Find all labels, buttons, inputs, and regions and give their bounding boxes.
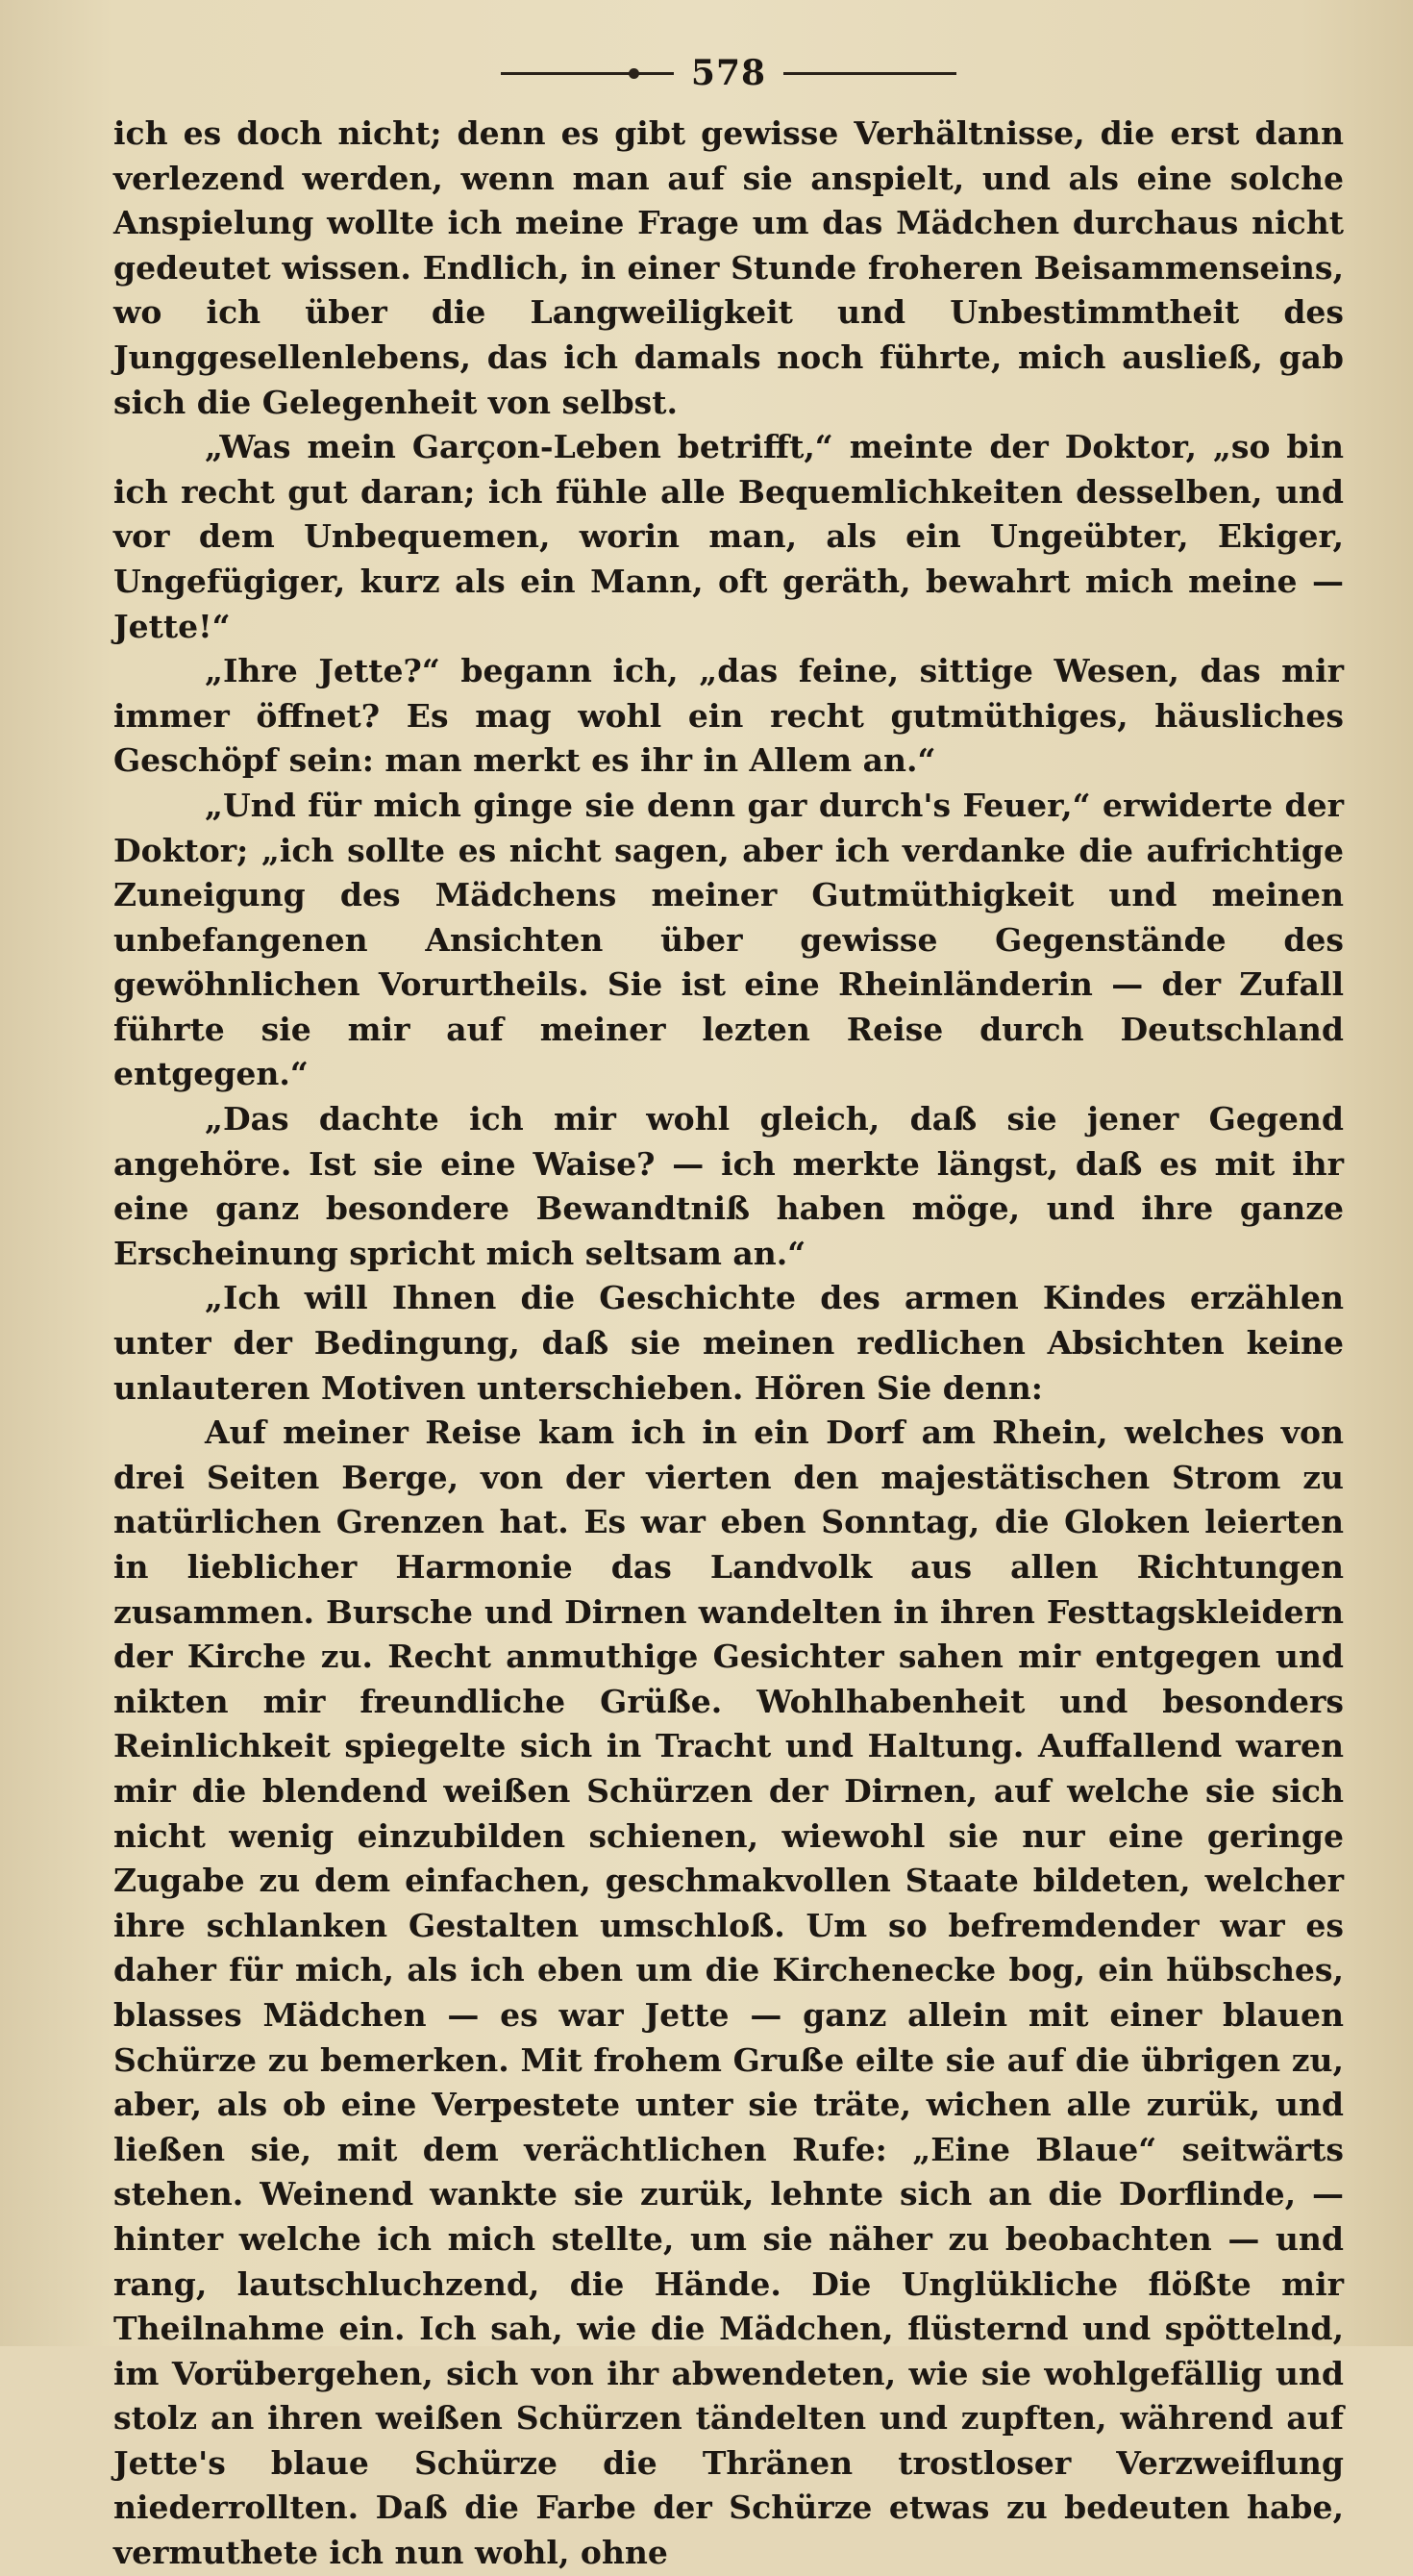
paragraph-5: „Das dachte ich mir wohl gleich, daß sie jener Gegend angehöre. Ist sie eine Waise? — ich merkte längst, daß es mit ihr eine ganz besondere Bewandtniß haben möge, und ihre ganze Erscheinung spricht mich seltsam an.“ <box>113 1100 1344 1272</box>
page-header <box>113 44 1344 102</box>
header-rule-right <box>783 72 956 75</box>
paragraph-3: „Ihre Jette?“ begann ich, „das feine, sittige Wesen, das mir immer öffnet? Es mag wohl ein recht gutmüthiges, häusliches Geschöpf sein: man merkt es ihr in Allem an.“ <box>113 652 1344 780</box>
paragraph-7: Auf meiner Reise kam ich in ein Dorf am Rhein, welches von drei Seiten Berge, von der vierten den majestätischen Strom zu natürlichen Grenzen hat. Es war eben Sonntag, die Gloken leierten in lieblicher Harmonie das Landvolk aus allen Richtungen zusammen. Bursche und Dirnen wandelten in ihren Festtagskleidern der Kirche zu. Recht anmuthige Gesichter sahen mir entgegen und nikten mir freundliche Grüße. Wohlhabenheit und besonders Reinlichkeit spiegelte sich in Tracht und Haltung. Auffallend waren mir die blendend weißen Schürzen der Dirnen, auf welche sie sich nicht wenig einzubilden schienen, wiewohl sie nur eine geringe Zugabe zu dem einfachen, geschmakvollen Staate bildeten, welcher ihre schlanken Gestalten umschloß. Um so befremdender war es daher für mich, als ich eben um die Kirchenecke bog, ein hübsches, blasses Mädchen — es war Jette — ganz allein mit einer blauen Schürze zu bemerken. Mit frohem Gruße eilte sie auf die übrigen zu, aber, als ob eine Verpestete unter sie träte, wichen alle zurük, und ließen sie, mit dem verächtlichen Rufe: „Eine Blaue“ seitwärts stehen. Weinend wankte sie zurük, lehnte sich an die Dorflinde, — hinter welche ich mich stellte, um sie näher zu beobachten — und rang, lautschluchzend, die Hände. Die Unglükliche flößte mir Theilnahme ein. Ich sah, wie die Mädchen, flüsternd und spöttelnd, im Vorübergehen, sich von ihr abwendeten, wie sie wohlgefällig und stolz an ihren weißen Schürzen tändelten und zupften, während auf Jette's blaue Schürze die Thränen trostloser Verzweiflung niederrollten. Daß die Farbe der Schürze etwas zu bedeuten habe, vermuthete ich nun wohl, ohne <box>113 1413 1344 2572</box>
page-number: 578 <box>690 53 767 93</box>
header-rule-left <box>501 72 674 75</box>
body-text <box>113 112 1344 2576</box>
paragraph-2: „Was mein Garçon-Leben betrifft,“ meinte der Doktor, „so bin ich recht gut daran; ich fühle alle Bequemlichkeiten desselben, und vor dem Unbequemen, worin man, als ein Ungeübter, Ekiger, Ungefügiger, kurz als ein Mann, oft geräth, bewahrt mich meine — Jette!“ <box>113 428 1344 645</box>
paragraph-1: ich es doch nicht; denn es gibt gewisse Verhältnisse, die erst dann verlezend werden, wenn man auf sie anspielt, und als eine solche Anspielung wollte ich meine Frage um das Mädchen durchaus nicht gedeutet wissen. Endlich, in einer Stunde froheren Beisammenseins, wo ich über die Langweiligkeit und Unbestimmtheit des Junggesellenlebens, das ich damals noch führte, mich ausließ, gab sich die Gelegenheit von selbst. <box>113 114 1344 421</box>
paragraph-4: „Und für mich ginge sie denn gar durch's Feuer,“ erwiderte der Doktor; „ich sollte es nicht sagen, aber ich verdanke die aufrichtige Zuneigung des Mädchens meiner Gutmüthigkeit und meinen unbefangenen Ansichten über gewisse Gegenstände des gewöhnlichen Vorurtheils. Sie ist eine Rheinländerin — der Zufall führte sie mir auf meiner lezten Reise durch Deutschland entgegen.“ <box>113 786 1344 1093</box>
paragraph-6: „Ich will Ihnen die Geschichte des armen Kindes erzählen unter der Bedingung, daß sie meinen redlichen Absichten keine unlauteren Motiven unterschieben. Hören Sie denn: <box>113 1279 1344 1407</box>
